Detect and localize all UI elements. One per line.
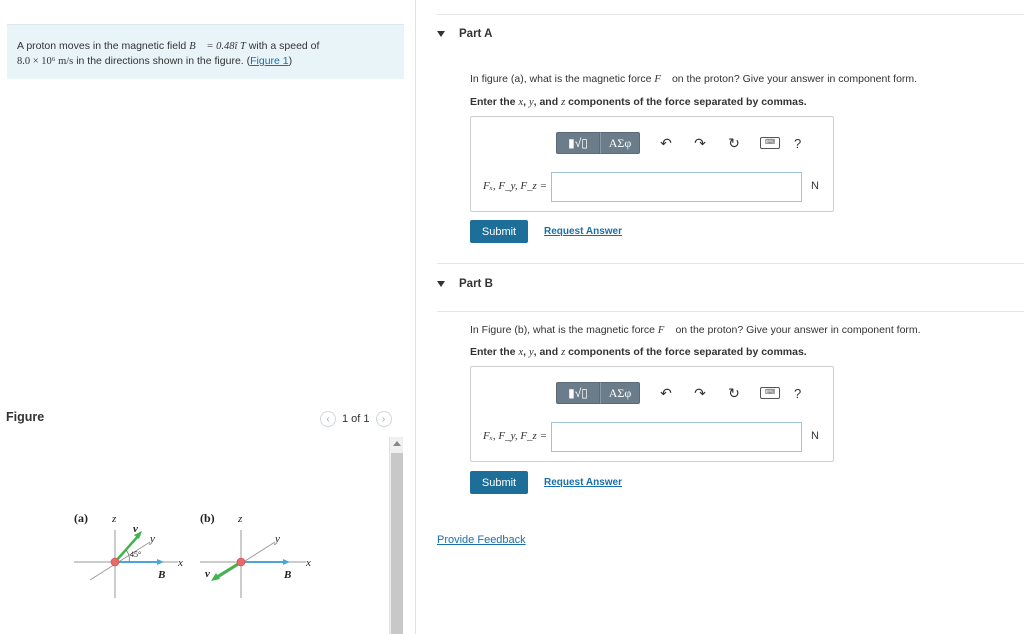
panel-divider [415, 0, 416, 634]
part-a-question [470, 73, 917, 85]
scroll-up-icon[interactable] [393, 441, 401, 446]
part-b-header[interactable] [437, 278, 493, 290]
field-label-b: B⃗ [284, 569, 300, 581]
collapse-triangle-icon[interactable] [437, 281, 445, 287]
part-a-answer-input[interactable] [551, 172, 802, 202]
part-a-question-post: on the proton? Give your answer in component form. [671, 73, 918, 85]
undo-arrow-icon[interactable]: ↶ [660, 134, 672, 151]
velocity-vector-b [215, 562, 241, 578]
part-a-unit: N [811, 180, 819, 192]
diagram-b-axis-x: x [306, 557, 311, 569]
problem-statement [7, 24, 404, 79]
chevron-left-icon[interactable]: ‹ [320, 411, 336, 427]
force-symbol: F⃗ [654, 74, 670, 85]
part-b-question [470, 324, 921, 336]
field-label-a: B⃗ [158, 569, 174, 581]
keyboard-icon[interactable]: ⌨ [760, 137, 780, 149]
problem-text-pre: A proton moves in the magnetic field [17, 40, 187, 52]
part-b-instruction: Enter the x, y, and z components of the force separated by commas. [470, 346, 807, 358]
scrollbar-thumb[interactable] [391, 453, 403, 634]
problem-text-post: in the directions shown in the figure. ( [76, 55, 251, 67]
figure-pager [320, 411, 392, 427]
part-b-answer-box [470, 366, 834, 462]
diagram-b-axis-z: z [238, 513, 243, 525]
part-a-submit-button[interactable]: Submit [470, 220, 528, 243]
part-a-instruction-x: x [518, 97, 524, 108]
field-expression: B⃗ = 0.48î T [189, 41, 246, 52]
angle-label-a: 45° [130, 550, 142, 559]
part-a-question-pre: In figure (a), what is the magnetic force [470, 73, 652, 85]
part-b-header-divider [437, 311, 1024, 312]
part-a-math-toolbar [556, 132, 801, 154]
diagram-b-label: (b) [200, 511, 215, 525]
part-b-instruction-y: y [528, 347, 534, 358]
reset-icon[interactable]: ↻ [728, 134, 740, 151]
part-b-instruction-z: z [561, 347, 566, 358]
figure-diagram [60, 500, 340, 610]
figure-scrollbar[interactable] [389, 437, 403, 634]
part-a-instruction-and: , and [533, 96, 559, 108]
figure-title: Figure [6, 410, 45, 424]
redo-arrow-icon[interactable]: ↷ [694, 134, 706, 151]
figure-link[interactable]: Figure 1 [250, 55, 289, 67]
diagram-b-axis-y: y [275, 533, 280, 545]
chevron-right-icon[interactable]: › [376, 411, 392, 427]
part-a-instruction-post: components of the force separated by commas. [568, 96, 807, 108]
part-b-answer-label: Fₓ, F_y, F_z = [483, 430, 548, 442]
part-a-request-answer-link[interactable]: Request Answer [544, 226, 622, 237]
field-arrowhead-b [283, 559, 290, 565]
templates-button[interactable]: ▮√▯ [556, 382, 600, 404]
part-b-request-answer-link[interactable]: Request Answer [544, 477, 622, 488]
part-a-divider [437, 14, 1024, 15]
proton-b [237, 558, 245, 566]
part-b-instruction-post: components of the force separated by commas. [568, 346, 807, 358]
help-button[interactable]: ? [794, 135, 802, 151]
undo-arrow-icon[interactable]: ↶ [660, 384, 672, 401]
part-b-math-toolbar [556, 382, 801, 404]
diagram-b [200, 511, 311, 598]
part-a-instruction-pre: Enter the [470, 96, 516, 108]
part-a-answer-box [470, 116, 834, 212]
keyboard-icon[interactable]: ⌨ [760, 387, 780, 399]
greek-symbols-button[interactable]: ΑΣφ [600, 132, 640, 154]
part-b-answer-input[interactable] [551, 422, 802, 452]
part-b-question-pre: In Figure (b), what is the magnetic force [470, 324, 655, 336]
part-b-question-post: on the proton? Give your answer in component form. [675, 324, 921, 336]
part-b-unit: N [811, 430, 819, 442]
force-symbol: F⃗ [657, 325, 673, 336]
part-b-submit-button[interactable]: Submit [470, 471, 528, 494]
part-a-header[interactable] [437, 28, 492, 40]
part-b-instruction-and: , and [533, 346, 559, 358]
field-arrowhead-a [157, 559, 164, 565]
speed-expression: 8.0 × 10⁶ m/s [17, 56, 74, 67]
problem-text-mid: with a speed of [248, 40, 320, 52]
provide-feedback-link[interactable]: Provide Feedback [437, 534, 526, 546]
part-a-instruction: Enter the x, y, and z components of the force separated by commas. [470, 96, 807, 108]
templates-button[interactable]: ▮√▯ [556, 132, 600, 154]
diagram-a-axis-z: z [112, 513, 117, 525]
part-b-instruction-x: x [518, 347, 524, 358]
part-b-divider [437, 263, 1024, 264]
diagram-a [74, 511, 183, 598]
part-b-title: Part B [459, 278, 493, 290]
figure-page-count: 1 of 1 [342, 413, 370, 425]
diagram-a-axis-x: x [178, 557, 183, 569]
redo-arrow-icon[interactable]: ↷ [694, 384, 706, 401]
velocity-label-b: v⃗ [205, 568, 219, 580]
part-a-answer-label: Fₓ, F_y, F_z = [483, 180, 548, 192]
part-a-title: Part A [459, 28, 493, 40]
proton-a [111, 558, 119, 566]
problem-text-end: ) [288, 55, 293, 67]
help-button[interactable]: ? [794, 385, 802, 401]
velocity-label-a: v⃗ [133, 523, 147, 535]
part-a-instruction-y: y [528, 97, 534, 108]
diagram-a-label: (a) [74, 511, 88, 525]
reset-icon[interactable]: ↻ [728, 384, 740, 401]
part-b-instruction-pre: Enter the [470, 346, 516, 358]
part-a-instruction-z: z [561, 97, 566, 108]
greek-symbols-button[interactable]: ΑΣφ [600, 382, 640, 404]
collapse-triangle-icon[interactable] [437, 31, 445, 37]
diagram-a-axis-y: y [150, 533, 155, 545]
